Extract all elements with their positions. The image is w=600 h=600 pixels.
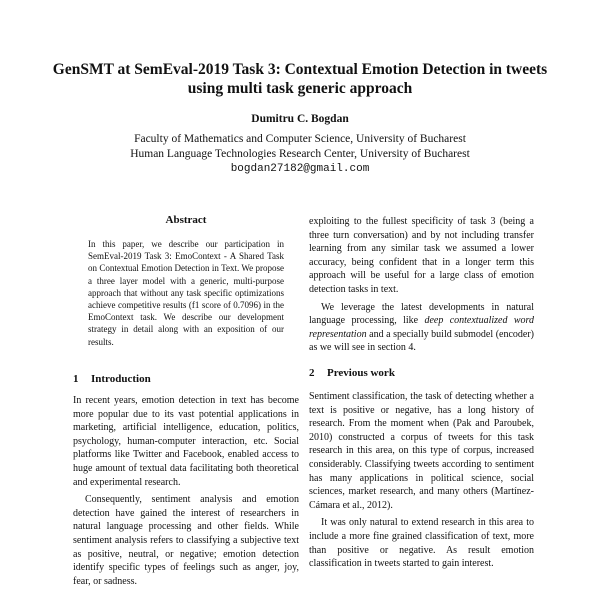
author-block <box>40 112 560 177</box>
previous-work-body <box>309 390 534 571</box>
affiliation-2: Human Language Technologies Research Center, University of Bucharest <box>130 148 470 160</box>
author-name: Dumitru C. Bogdan <box>251 113 349 125</box>
abstract-text: In this paper, we describe our participation in SemEval-2019 Task 3: EmoContext - A Shared Task on Contextual Emotion Detection in Text. We propose a three layer model with a generic, multi-purpose approach that without any task specific optimizations achieve competitive results (f1 score of 0.7096) in the EmoContext task. We describe our development strategy in detail along with an exposition of our results. <box>88 239 284 347</box>
introduction-paragraph-2: Consequently, sentiment analysis and emotion detection have gained the interest of researchers in natural language processing and other fields. While sentiment analysis refers to classifying a subjective text as positive, neutral, or negative; emotion detection identify specific types of feelings such as anger, joy, fear, or sadness. <box>73 494 299 587</box>
section-number: 2 <box>309 367 315 379</box>
section-number: 1 <box>73 373 79 385</box>
introduction-paragraph-1: In recent years, emotion detection in text has become more popular due to its vast potential applications in marketing, artificial intelligence, education, politics, psychology, human-computer interaction, etc. Social platforms like Twitter and Facebook, enabled access to huge amount of textual data facilitating both theoretical and experimental research. <box>73 395 299 488</box>
previous-work-paragraph-2: It was only natural to extend research in this area to include a more fine grained classification of text, more than positive or negative. As result emotion classification in tweets started to gain interest. <box>309 517 534 570</box>
leverage-text-after: and a specially build submodel (encoder) as we will see in section 4. <box>309 328 534 354</box>
affiliation-1: Faculty of Mathematics and Computer Science, University of Bucharest <box>134 133 466 145</box>
author-email[interactable]: bogdan27182@gmail.com <box>230 163 370 175</box>
leverage-paragraph <box>309 301 534 355</box>
abstract-heading: Abstract <box>165 214 207 226</box>
right-column-continuation <box>309 215 534 355</box>
introduction-heading <box>73 372 151 386</box>
introduction-body <box>73 394 299 588</box>
paper-title: GenSMT at SemEval-2019 Task 3: Contextual Emotion Detection in tweets using multi task generic approach <box>52 61 548 97</box>
leverage-emphasis: deep contextualized word representation <box>309 315 535 340</box>
continuation-paragraph: exploiting to the fullest specificity of task 3 (being a three turn conversation) and by not including transfer learning from any similar task we assumed a lower accuracy, being confident that in a longer term this approach will be useful for a large class of emotion detection tasks in text. <box>309 216 534 295</box>
section-title: Previous work <box>327 367 395 379</box>
previous-work-paragraph-1: Sentiment classification, the task of detecting whether a text is positive or negative, has a long history of research. From the moment when (Pak and Paroubek, 2010) constructed a corpus of tweets for this task research in this area, on this type of corpus, increased considerably. Classifying tweets according to sentiment has many applications in political science, social sciences, market research, and many others (Martínez-Cámara et al., 2012). <box>309 391 534 511</box>
leverage-text-before: We leverage the latest developments in natural language processing, like <box>309 301 534 327</box>
previous-work-heading <box>309 366 395 380</box>
section-title: Introduction <box>91 373 151 385</box>
